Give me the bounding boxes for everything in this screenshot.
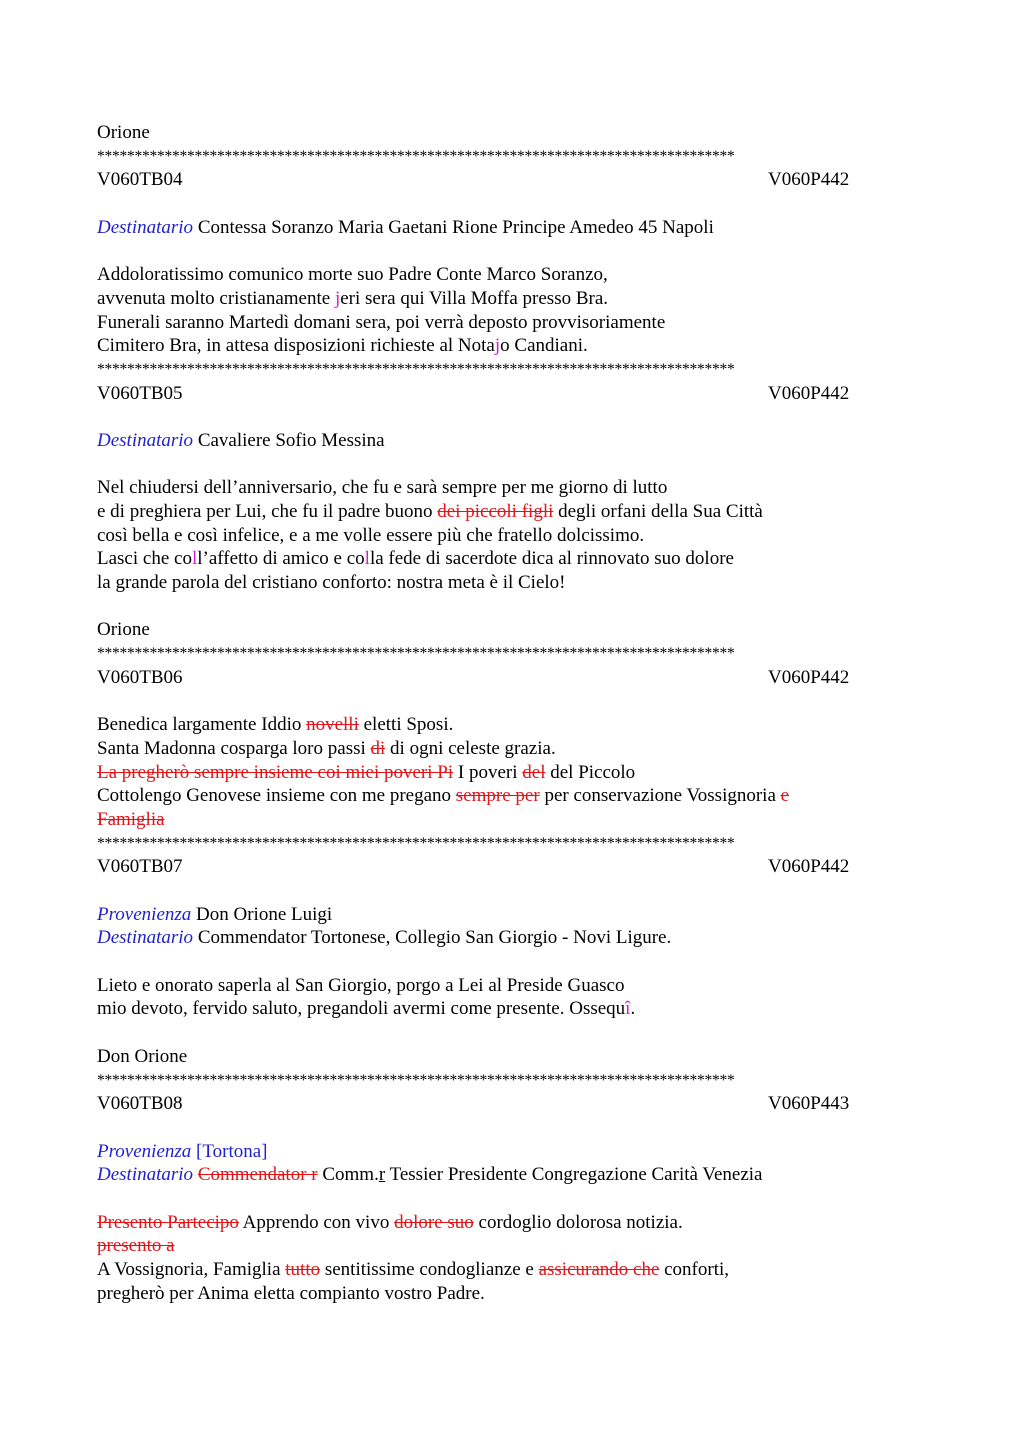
separator: *************************************************************************************: [97, 645, 735, 663]
origin-line: [97, 903, 925, 927]
record-header-tb05: [97, 382, 925, 406]
recipient-label: Destinatario: [97, 1164, 194, 1186]
text-line: Funerali saranno Martedì domani sera, poi verrà deposto provvisoriamente: [97, 311, 666, 333]
text-segment: degli orfani della Sua Città: [553, 501, 763, 522]
text-line: la grande parola del cristiano conforto: nostra meta è il Cielo!: [97, 572, 566, 594]
recipient-text: Comm.: [317, 1164, 379, 1186]
text-segment: sentitissime condoglianze e: [320, 1259, 539, 1280]
record-page: V060P442: [768, 169, 850, 191]
deleted-text: dolore suo: [394, 1211, 474, 1233]
text-segment: Lasci che co: [97, 548, 192, 570]
recipient-line: [97, 926, 925, 950]
text-segment: del Piccolo: [545, 761, 636, 783]
correction-mark: l: [364, 548, 370, 570]
correction-mark: j: [334, 287, 341, 309]
record-page: V060P442: [768, 382, 850, 404]
deleted-text: assicurando che: [538, 1259, 660, 1280]
text-line: [97, 334, 925, 358]
text-segment: A Vossignoria, Famiglia: [97, 1259, 286, 1280]
text-line: [97, 1258, 925, 1282]
separator: *************************************************************************************: [97, 147, 735, 165]
text-line: [97, 808, 925, 832]
text-line: pregherò per Anima eletta compianto vostro Padre.: [97, 1282, 485, 1304]
text-segment: Cottolengo Genovese insieme con me pregano: [97, 785, 456, 807]
text-line: Lieto e onorato saperla al San Giorgio, porgo a Lei al Preside Guasco: [97, 974, 625, 996]
origin-label: Provenienza: [97, 1140, 192, 1162]
deleted-text: tutto: [285, 1259, 321, 1280]
correction-mark: j: [494, 335, 501, 357]
text-segment: di ogni celeste grazia.: [385, 737, 556, 759]
text-segment: Benedica largamente Iddio: [97, 714, 307, 736]
text-segment: Apprendo con vivo: [238, 1211, 395, 1233]
recipient-line: [97, 216, 925, 240]
text-segment: avvenuta molto cristianamente: [97, 287, 335, 309]
deleted-text: del: [522, 761, 546, 783]
signature: Don Orione: [97, 1045, 188, 1067]
deleted-text: La pregherò sempre insieme coi miei poveri Pi: [97, 761, 454, 783]
origin-label: Provenienza: [97, 903, 192, 925]
text-segment: e di preghiera per Lui, che fu il padre buono: [97, 501, 438, 522]
text-segment: cordoglio dolorosa notizia.: [473, 1211, 683, 1233]
text-segment: conforti,: [659, 1259, 730, 1280]
deleted-text: di: [370, 737, 386, 759]
signature: Orione: [97, 619, 150, 641]
record-id: V060TB06: [97, 666, 183, 688]
record-id: V060TB07: [97, 856, 183, 878]
text-line: [97, 500, 925, 524]
recipient-label: Destinatario: [97, 429, 194, 451]
text-segment: mio devoto, fervido saluto, pregandoli avermi come presente. Ossequ: [97, 998, 626, 1020]
document-page: [97, 121, 925, 1305]
record-header-tb08: [97, 1092, 925, 1116]
text-line: [97, 287, 925, 311]
record-page: V060P443: [768, 1093, 850, 1115]
recipient-label: Destinatario: [97, 216, 194, 238]
recipient-label: Destinatario: [97, 927, 194, 949]
correction-mark: î: [625, 998, 631, 1020]
deleted-text: dei piccoli figli: [437, 501, 554, 522]
text-line: [97, 547, 925, 571]
text-line: [97, 1211, 925, 1235]
text-line: [97, 997, 925, 1021]
record-page: V060P442: [768, 856, 850, 878]
record-id: V060TB05: [97, 382, 183, 404]
text-line: [97, 784, 925, 808]
text-segment: la fede di sacerdote dica al rinnovato suo dolore: [369, 548, 734, 570]
text-segment: I poveri: [453, 761, 523, 783]
origin-line: [97, 1140, 925, 1164]
record-header-tb07: [97, 855, 925, 879]
record-id: V060TB08: [97, 1093, 183, 1115]
record-id: V060TB04: [97, 169, 183, 191]
text-line: così bella e così infelice, e a me volle essere più che fratello dolcissimo.: [97, 524, 645, 546]
text-segment: eletti Sposi.: [358, 714, 454, 736]
recipient-line: [97, 429, 925, 453]
recipient-text: Contessa Soranzo Maria Gaetani Rione Principe Amedeo 45 Napoli: [193, 216, 714, 238]
recipient-text: Cavaliere Sofio Messina: [193, 429, 385, 451]
text-line: [97, 713, 925, 737]
deleted-text: e: [780, 785, 790, 807]
record-header-tb04: [97, 168, 925, 192]
record-page: V060P442: [768, 666, 850, 688]
text-segment: .: [630, 998, 636, 1020]
origin-text: [Tortona]: [196, 1140, 268, 1162]
text-line: [97, 737, 925, 761]
separator: *************************************************************************************: [97, 1071, 735, 1089]
text-line: Nel chiudersi dell’anniversario, che fu e sarà sempre per me giorno di lutto: [97, 477, 668, 499]
deleted-text: Famiglia: [97, 808, 165, 830]
deleted-text: sempre per: [455, 785, 540, 807]
record-header-tb06: [97, 666, 925, 690]
text-line: [97, 761, 925, 785]
text-segment: Santa Madonna cosparga loro passi: [97, 737, 371, 759]
text-line: [97, 1234, 925, 1258]
deleted-text: Presento Partecipo: [97, 1211, 239, 1233]
text-segment: Cimitero Bra, in attesa disposizioni richieste al Nota: [97, 335, 495, 357]
recipient-text: Commendator Tortonese, Collegio San Giorgio - Novi Ligure.: [193, 927, 672, 949]
text-line: Addoloratissimo comunico morte suo Padre Conte Marco Soranzo,: [97, 264, 608, 286]
deleted-text: Commendator r: [197, 1164, 318, 1186]
separator: *************************************************************************************: [97, 360, 735, 378]
correction-mark: l: [191, 548, 198, 570]
deleted-text: novelli: [306, 714, 359, 736]
text-segment: l’affetto di amico e co: [197, 548, 365, 570]
text-segment: eri sera qui Villa Moffa presso Bra.: [340, 287, 609, 309]
underlined-letter: r: [378, 1164, 386, 1186]
recipient-text: Tessier Presidente Congregazione Carità Venezia: [385, 1164, 763, 1186]
separator: *************************************************************************************: [97, 834, 735, 852]
deleted-text: presento a: [97, 1235, 175, 1257]
text-segment: per conservazione Vossignoria: [539, 785, 781, 807]
recipient-line: [97, 1163, 925, 1187]
text-segment: o Candiani.: [500, 335, 588, 357]
origin-text: Don Orione Luigi: [191, 903, 333, 925]
signature-top: Orione: [97, 122, 150, 143]
